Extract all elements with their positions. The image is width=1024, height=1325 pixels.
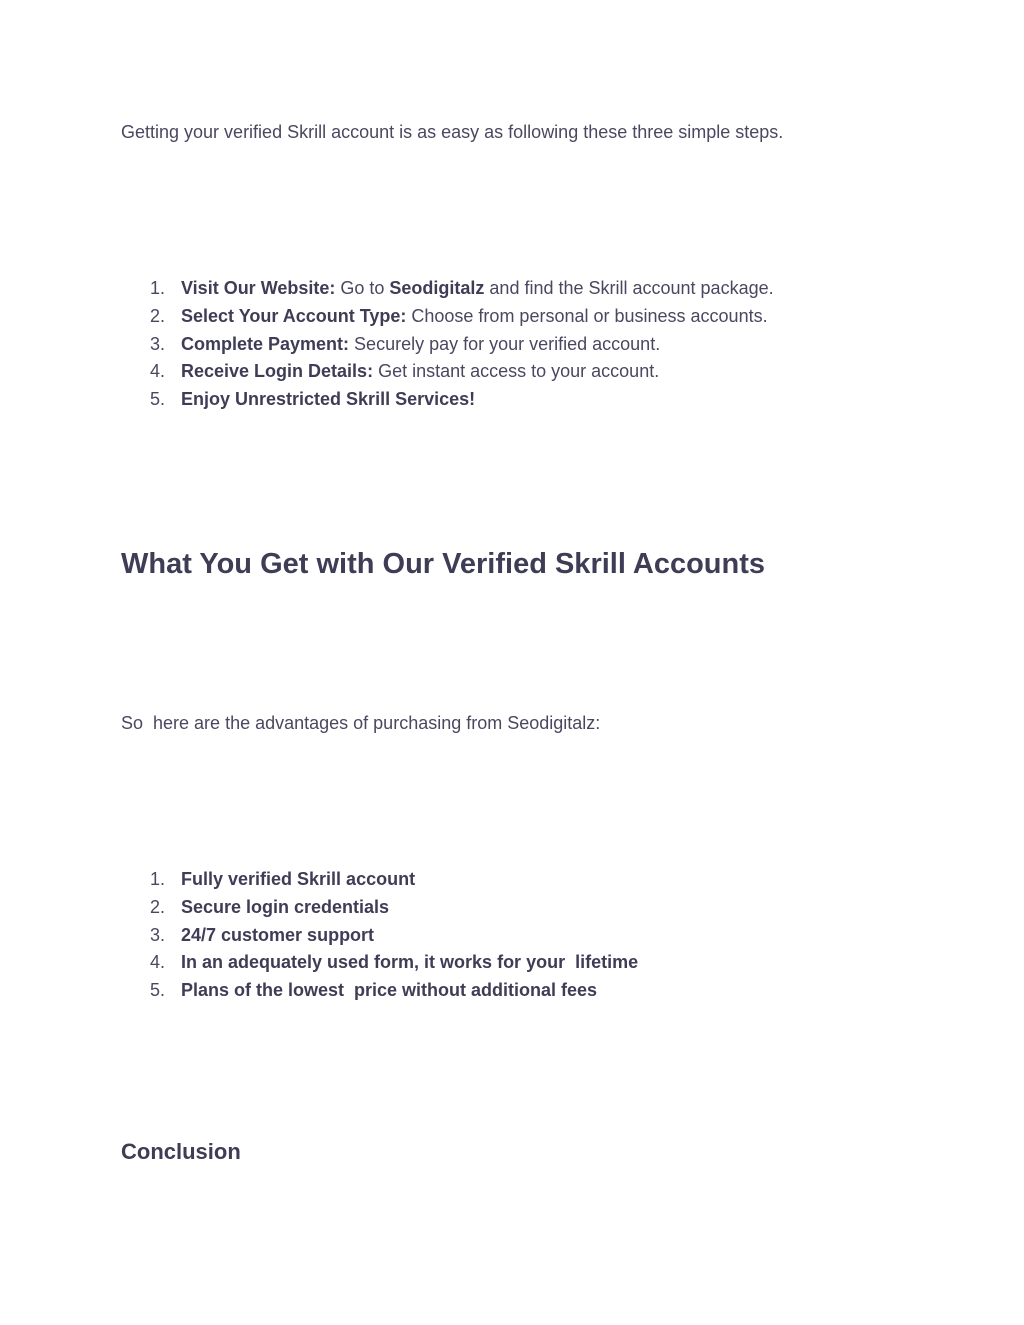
list-item-text bbox=[181, 275, 774, 303]
step-title: Visit Our Website: bbox=[181, 278, 336, 298]
list-number: 3. bbox=[150, 924, 166, 945]
list-number: 5. bbox=[150, 389, 166, 410]
list-item-text bbox=[181, 331, 660, 359]
step-title: Enjoy Unrestricted Skrill Services! bbox=[181, 389, 476, 410]
advantages-intro-paragraph: So here are the advantages of purchasing from Seodigitalz: bbox=[121, 713, 601, 733]
conclusion-heading: Conclusion bbox=[121, 1139, 241, 1164]
step-text: Go to bbox=[335, 278, 390, 298]
step-text-after: and find the Skrill account package. bbox=[484, 278, 774, 298]
step-title: Receive Login Details: bbox=[181, 361, 374, 382]
benefit-text: In an adequately used form, it works for your lifetime bbox=[181, 952, 639, 973]
step-text: Securely pay for your verified account. bbox=[349, 333, 661, 354]
step-text: Get instant access to your account. bbox=[373, 361, 660, 382]
list-number: 4. bbox=[150, 952, 166, 973]
list-number: 5. bbox=[150, 980, 166, 1001]
list-item-text bbox=[181, 303, 768, 331]
intro-paragraph: Getting your verified Skrill account is as easy as following these three simple steps. bbox=[121, 122, 784, 142]
list-number: 3. bbox=[150, 333, 166, 354]
step-text: Choose from personal or business accounts. bbox=[406, 305, 768, 326]
benefits-heading: What You Get with Our Verified Skrill Accounts bbox=[121, 548, 766, 580]
list-number: 1. bbox=[150, 278, 166, 298]
benefit-text: Fully verified Skrill account bbox=[181, 869, 416, 889]
benefit-text: 24/7 customer support bbox=[181, 924, 375, 945]
list-item-text bbox=[181, 358, 659, 386]
brand-name: Seodigitalz bbox=[389, 278, 485, 298]
step-title: Select Your Account Type: bbox=[181, 305, 407, 326]
list-number: 4. bbox=[150, 361, 166, 382]
benefit-text: Secure login credentials bbox=[181, 896, 390, 917]
list-number: 1. bbox=[150, 869, 166, 889]
list-number: 2. bbox=[150, 896, 166, 917]
list-item-text bbox=[181, 386, 475, 414]
list-number: 2. bbox=[150, 305, 166, 326]
step-title: Complete Payment: bbox=[181, 333, 350, 354]
benefit-text: Plans of the lowest price without additional fees bbox=[181, 980, 598, 1001]
